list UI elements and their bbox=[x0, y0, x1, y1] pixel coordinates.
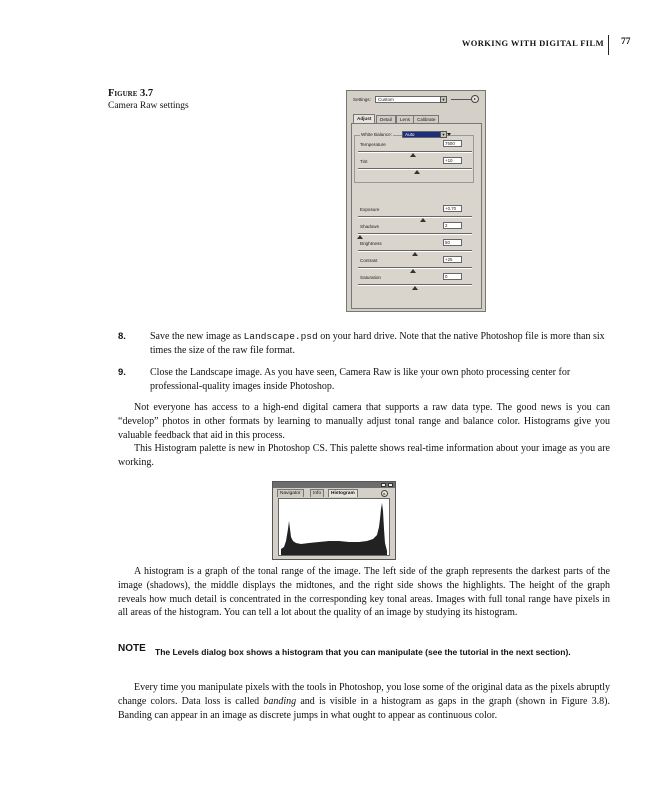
slider-label: Shadows bbox=[360, 224, 379, 229]
step-number: 8. bbox=[118, 331, 126, 342]
settings-line bbox=[451, 99, 471, 100]
histogram-palette bbox=[272, 481, 396, 560]
paragraph-text-part: and is visible in a histogram as gaps in the graph (shown in Figure 3.8). Banding can appear in an image as discrete jumps in what ought to appear as continuous color. bbox=[118, 695, 611, 721]
tab-lens[interactable]: Lens bbox=[396, 115, 414, 123]
slider-label: Contrast bbox=[360, 258, 378, 263]
settings-dropdown-value: Custom bbox=[378, 97, 394, 102]
paragraph-text: A histogram is a graph of the tonal range of the image. The left side of the graph represents the darkest parts of the image (shadows), the middle displays the midtones, and the right side shows the highlights. The height of the graph reveals how much detail is concentrated in the corresponding key tonal areas. Images with full tonal range have pixels in all areas of the histogram. You can tell a lot about the quality of an image by studying its histogram. bbox=[118, 566, 610, 619]
note-label: NOTE bbox=[118, 643, 146, 654]
tab-calibrate[interactable]: Calibrate bbox=[413, 115, 439, 123]
note-text bbox=[118, 645, 598, 659]
settings-label: Settings: bbox=[353, 97, 371, 102]
paragraph-sentence: Not everyone has access to a high-end digital camera that supports a raw data type. The good news is you can “develop” photos in other formats by learning to manually adjust tonal range and balance color. Histograms give you valuable feedback that aid in this process. bbox=[118, 402, 610, 441]
slider-thumb[interactable] bbox=[410, 269, 416, 273]
paragraph-text-part: Every time you manipulate pixels with the tools in Photoshop, you lose some of the original data as the pixels abruptly change colors. Data loss is called bbox=[118, 682, 610, 707]
settings-menu-arrow-icon[interactable]: ▸ bbox=[471, 95, 479, 103]
tab-navigator[interactable]: Navigator bbox=[277, 489, 304, 497]
cursor-pointer-icon bbox=[447, 133, 451, 136]
slider-value-field[interactable]: 50 bbox=[443, 239, 462, 246]
running-header bbox=[0, 35, 665, 55]
histogram-shape bbox=[281, 503, 387, 555]
figure-caption: Camera Raw settings bbox=[108, 101, 189, 111]
histogram-svg bbox=[279, 499, 389, 555]
slider-thumb[interactable] bbox=[414, 170, 420, 174]
slider-value-field[interactable]: +0.70 bbox=[443, 205, 462, 212]
white-balance-dropdown[interactable] bbox=[402, 131, 447, 138]
header-divider bbox=[608, 35, 609, 55]
paragraph-text bbox=[118, 681, 610, 722]
white-balance-label: White Balance: bbox=[361, 132, 392, 137]
paragraph-banding bbox=[118, 681, 610, 722]
filename-code: Landscape.psd bbox=[243, 331, 318, 342]
white-balance-value: Auto bbox=[405, 132, 415, 137]
figure-label: Figure 3.7 bbox=[108, 88, 154, 99]
histogram-graph bbox=[278, 498, 390, 556]
tab-adjust[interactable]: Adjust bbox=[353, 114, 375, 123]
step-text-part: on your hard drive. Note that the native Photoshop file is more than six times the size of the raw file format. bbox=[150, 331, 605, 356]
adjust-pane bbox=[351, 123, 482, 309]
banding-term: banding bbox=[263, 695, 297, 707]
slider-value-field[interactable]: +25 bbox=[443, 256, 462, 263]
step-number: 9. bbox=[118, 367, 126, 378]
chevron-down-icon: ▼ bbox=[441, 97, 446, 102]
palette-titlebar bbox=[273, 482, 395, 488]
slider-track[interactable] bbox=[358, 216, 472, 218]
slider-label: Brightness bbox=[360, 241, 382, 246]
slider-value-field[interactable]: +10 bbox=[443, 157, 462, 164]
tab-detail[interactable]: Detail bbox=[376, 115, 396, 123]
slider-label: Exposure bbox=[360, 207, 380, 212]
close-icon[interactable] bbox=[388, 483, 393, 487]
running-header-title: WORKING WITH DIGITAL FILM bbox=[461, 38, 604, 48]
slider-value-field[interactable]: 2 bbox=[443, 222, 462, 229]
slider-thumb[interactable] bbox=[412, 252, 418, 256]
slider-label: Saturation bbox=[360, 275, 381, 280]
slider-label: Tint bbox=[360, 159, 368, 164]
paragraph-histogram-definition bbox=[118, 565, 610, 620]
minimize-icon[interactable] bbox=[381, 483, 386, 487]
step-text: Close the Landscape image. As you have seen, Camera Raw is like your own photo processing center for professional-quality images inside Photoshop. bbox=[150, 367, 571, 392]
slider-thumb[interactable] bbox=[410, 153, 416, 157]
page-number: 77 bbox=[621, 37, 631, 47]
settings-dropdown[interactable] bbox=[375, 96, 447, 103]
slider-value-field[interactable]: 7500 bbox=[443, 140, 462, 147]
slider-thumb[interactable] bbox=[420, 218, 426, 222]
slider-track[interactable] bbox=[358, 233, 472, 235]
note-body: The Levels dialog box shows a histogram that you can manipulate (see the tutorial in the next section). bbox=[155, 647, 571, 657]
chevron-down-icon: ▼ bbox=[441, 132, 446, 137]
step-text bbox=[150, 330, 610, 358]
paragraph-raw-data bbox=[118, 401, 610, 470]
slider-value-field[interactable]: 0 bbox=[443, 273, 462, 280]
slider-label: Temperature bbox=[360, 142, 386, 147]
slider-thumb[interactable] bbox=[357, 235, 363, 239]
step-text-part: Save the new image as bbox=[150, 331, 244, 342]
palette-menu-arrow-icon[interactable]: ▸ bbox=[381, 490, 388, 497]
tab-info[interactable]: Info bbox=[310, 489, 324, 497]
tab-histogram[interactable]: Histogram bbox=[328, 489, 358, 497]
slider-thumb[interactable] bbox=[412, 286, 418, 290]
paragraph-sentence: This Histogram palette is new in Photoshop CS. This palette shows real-time information about your image as you are working. bbox=[118, 443, 610, 469]
camera-raw-settings-panel bbox=[346, 90, 486, 312]
